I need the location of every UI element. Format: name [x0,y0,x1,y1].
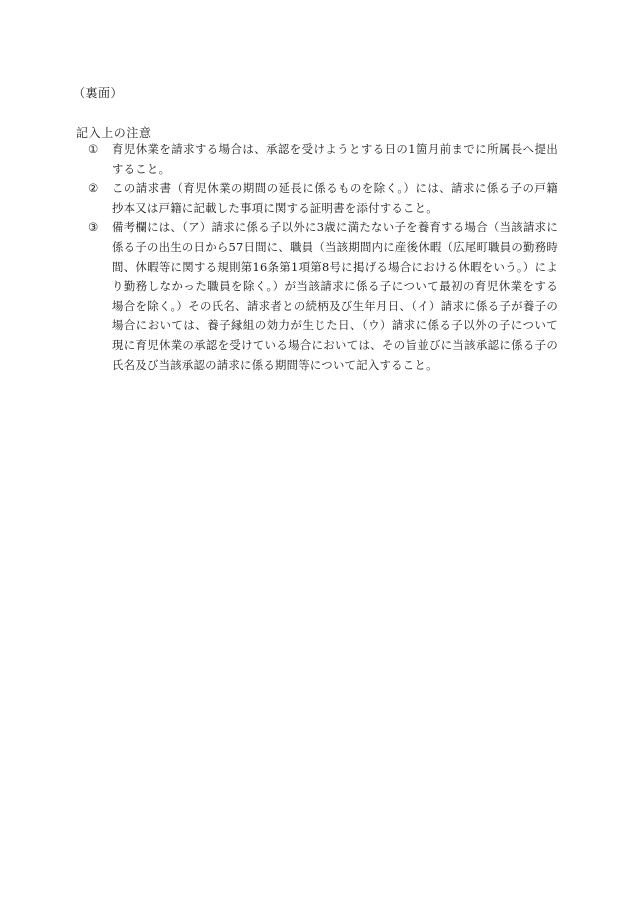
note-text: この請求書（育児休業の期間の延長に係るものを除く。）には、請求に係る子の戸籍抄本又は戸籍に記載した事項に関する証明書を添付すること。 [112,181,558,215]
note-number: ① [88,142,99,156]
note-item [88,179,558,218]
notes-list [88,140,558,375]
note-text: 育児休業を請求する場合は、承認を受けようとする日の1箇月前までに所属長へ提出すること。 [112,142,558,176]
note-item [88,218,558,375]
note-number: ② [88,181,99,196]
section-title: 記入上の注意 [76,126,152,140]
back-side-label: （裏面） [73,86,124,100]
note-number: ③ [88,220,99,235]
note-text: 備考欄には、（ア）請求に係る子以外に3歳に満たない子を養育する場合（当該請求に係る子の出生の日から57日間に、職員（当該期間内に産後休暇（広尾町職員の勤務時間、休暇等に関する規則第16条第1項第8号に掲げる場合における休暇をいう。）により勤務しなかった職員を除く。）が当該請求に係る子について最初の育児休業をする場合を除く。）その氏名、請求者との続柄及び生年月日、（イ）請求に係る子が養子の場合においては、養子縁組の効力が生じた日、（ウ）請求に係る子以外の子について現に育児休業の承認を受けている場合においては、その旨並びに当該承認に係る子の氏名及び当該承認の請求に係る期間等について記入すること。 [112,220,558,372]
note-item [88,140,558,179]
